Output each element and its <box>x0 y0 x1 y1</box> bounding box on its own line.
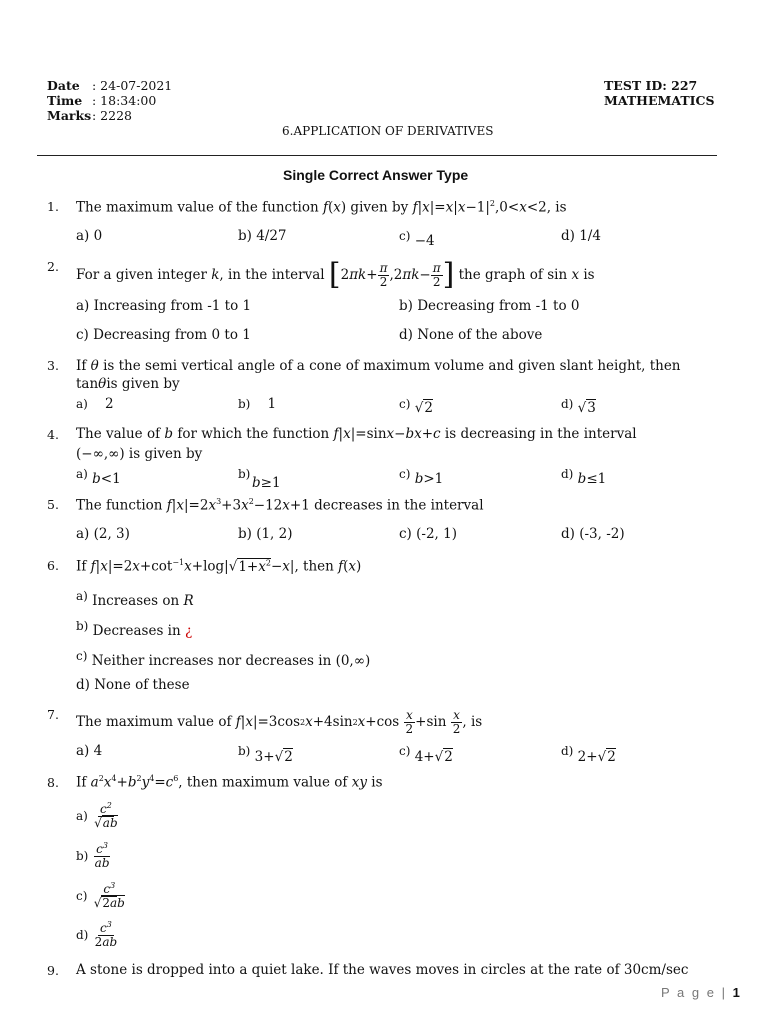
page-footer <box>661 985 740 1000</box>
option-c[interactable]: c) √2 <box>399 397 433 416</box>
option-b[interactable]: b) 3+√2 <box>238 744 293 765</box>
question-number: 1. <box>47 199 59 214</box>
option-d[interactable]: d) 1/4 <box>561 228 601 244</box>
question-3-text-line2: tanθis given by <box>76 376 180 392</box>
option-d[interactable]: d) $\frac{c^3}{2ab}$ <box>76 920 118 949</box>
date-row <box>47 78 173 93</box>
option-a[interactable]: a) 0 <box>76 228 103 244</box>
question-number: 7. <box>47 707 59 722</box>
option-a[interactable]: a) 4 <box>76 743 103 759</box>
question-4-text-line2: (−∞,∞) is given by <box>76 446 203 462</box>
option-a[interactable]: a) Increases on R <box>76 589 194 609</box>
option-b[interactable]: b) 4/27 <box>238 228 287 244</box>
option-b[interactable]: b) 1 <box>238 396 277 412</box>
option-a[interactable]: a) Increasing from -1 to 1 <box>76 298 252 314</box>
marks-row <box>47 108 132 123</box>
question-9-text: A stone is dropped into a quiet lake. If the waves moves in circles at the rate of 30cm/sec <box>76 962 689 978</box>
question-5-text: The function $f|x|=2x^3+3x^2-12x+1$ decreases in the interval <box>76 497 484 514</box>
option-a[interactable]: a) b<1 <box>76 467 121 487</box>
question-2-text: For a given integer k , in the interval [ 2 πk + $\frac{\pi}{2}$ ,2 πk − $\frac{\pi}{2}$ ] the graph of sin x is <box>76 257 595 292</box>
chapter-title: 6.APPLICATION OF DERIVATIVES <box>282 124 494 138</box>
option-a[interactable]: a) $\frac{c^2}{√ab}$ <box>76 801 118 830</box>
option-b[interactable]: b) (1, 2) <box>238 526 293 542</box>
question-number: 8. <box>47 775 59 790</box>
question-number: 3. <box>47 358 59 373</box>
page-label: P a g e | <box>661 985 727 1000</box>
option-c[interactable]: c) (-2, 1) <box>399 526 457 542</box>
question-4-text: The value of b for which the function f|x|=sinx−bx+c is decreasing in the interval <box>76 426 637 442</box>
page-number: 1 <box>732 985 740 1000</box>
question-3-text: If θ is the semi vertical angle of a cone of maximum volume and given slant height, then <box>76 358 681 374</box>
date-label: Date <box>47 78 80 93</box>
question-number: 4. <box>47 427 59 442</box>
option-b[interactable]: b) Decreasing from -1 to 0 <box>399 298 580 314</box>
time-label: Time <box>47 93 83 108</box>
option-d[interactable]: d) None of these <box>76 677 190 693</box>
question-number: 9. <box>47 963 59 978</box>
option-d[interactable]: d) √3 <box>561 397 596 416</box>
option-d[interactable]: d) b≤1 <box>561 467 607 487</box>
question-number: 2. <box>47 259 59 274</box>
question-number: 5. <box>47 497 59 512</box>
marks-value: : 2228 <box>92 108 132 123</box>
time-row <box>47 93 157 108</box>
question-1-text: The maximum value of the function f(x) given by $f|x|=x|x-1|^2,0<x<2$, is <box>76 199 567 216</box>
subject: MATHEMATICS <box>604 93 715 108</box>
question-8-text: If $a^2x^4+b^2y^4=c^6$, then maximum value of xy is <box>76 774 383 791</box>
option-b[interactable]: b) $\frac{c^3}{ab}$ <box>76 841 110 870</box>
marks-label: Marks <box>47 108 92 123</box>
option-d[interactable]: d) 2+√2 <box>561 744 616 765</box>
option-d[interactable]: d) (-3, -2) <box>561 526 625 542</box>
question-7-text: The maximum value of f | x |=3cos 2 x +4sin 2 x +cos $\frac{x}{2}$ +sin $\frac{x}{2}$ , is <box>76 708 483 736</box>
option-b[interactable]: b) Decreases in ¿ <box>76 619 193 639</box>
time-value: : 18:34:00 <box>92 93 157 108</box>
option-d[interactable]: d) None of the above <box>399 327 543 343</box>
option-c[interactable]: c) b>1 <box>399 467 444 487</box>
header-divider <box>37 155 717 156</box>
option-a[interactable]: a) 2 <box>76 396 114 412</box>
date-value: : 24-07-2021 <box>92 78 173 93</box>
option-a[interactable]: a) (2, 3) <box>76 526 130 542</box>
test-id: TEST ID: 227 <box>604 78 698 93</box>
question-number: 6. <box>47 558 59 573</box>
option-c[interactable]: c) Decreasing from 0 to 1 <box>76 327 251 343</box>
section-title: Single Correct Answer Type <box>283 167 469 183</box>
question-6-text: If $f|x|=2x+\cot^{-1}x+\log|√1+x^2-x|$, then f(x) <box>76 558 362 575</box>
option-c[interactable]: c) $\frac{c^3}{√2ab}$ <box>76 881 125 910</box>
option-c[interactable]: c) 4+√2 <box>399 744 453 765</box>
option-c[interactable]: c) Neither increases nor decreases in (0,∞) <box>76 649 371 669</box>
option-c[interactable]: c) −4 <box>399 229 435 249</box>
option-b[interactable]: b) b≥1 <box>238 467 281 491</box>
